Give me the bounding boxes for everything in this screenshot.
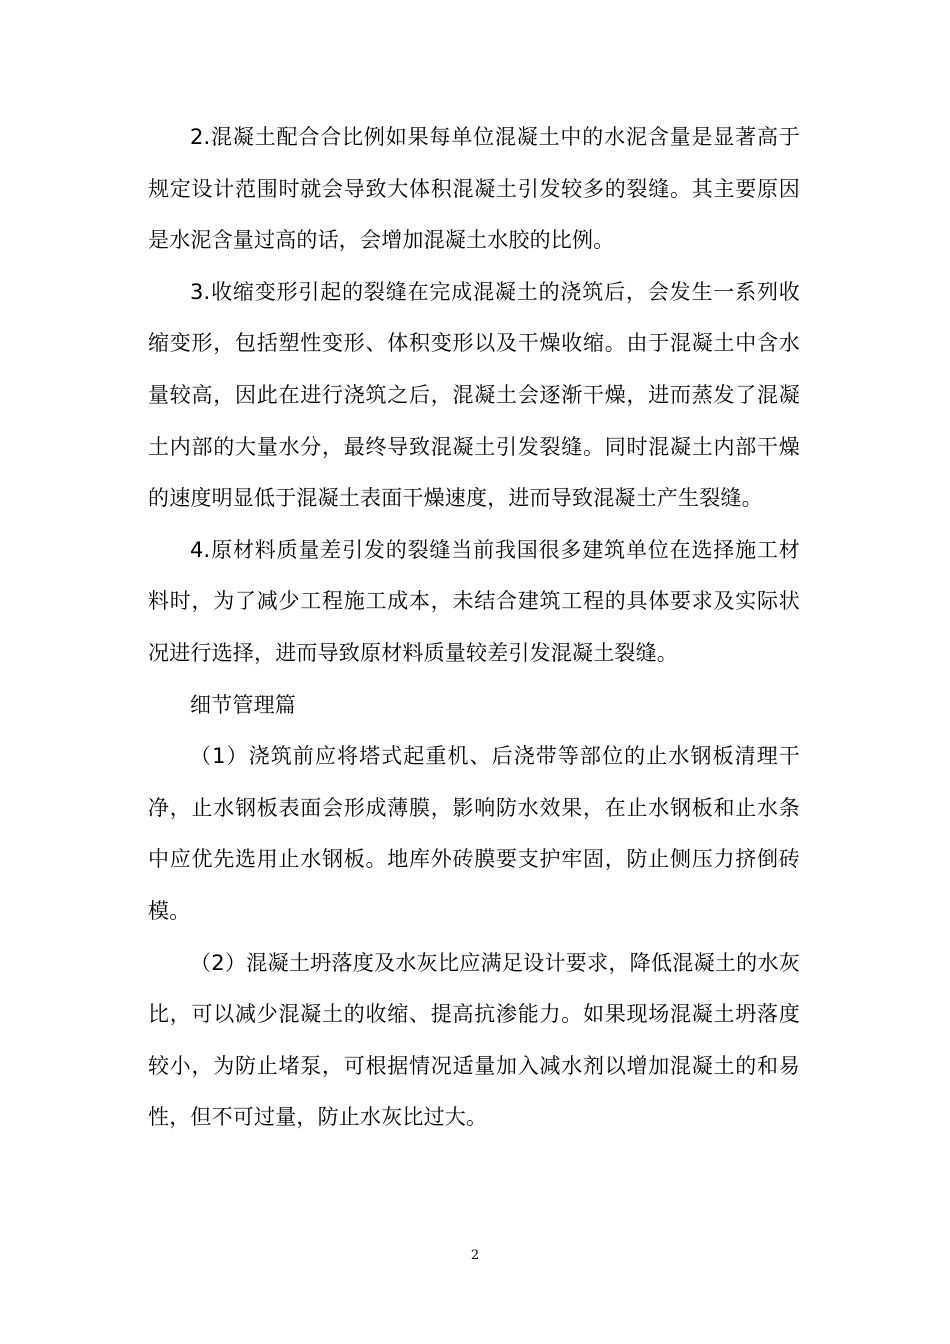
paragraph-item-2: （2）混凝土坍落度及水灰比应满足设计要求，降低混凝土的水灰比，可以减少混凝土的收缩、提高抗渗能力。如果现场混凝土坍落度较小，为防止堵泵，可根据情况适量加入减水剂以增加混凝土的和易性，但不可过量，防止水灰比过大。: [148, 950, 800, 1130]
page-number: 2: [470, 1248, 480, 1263]
paragraph-shrinkage: 3.收缩变形引起的裂缝在完成混凝土的浇筑后，会发生一系列收缩变形，包括塑性变形、体积变形以及干燥收缩。由于混凝土中含水量较高，因此在进行浇筑之后，混凝土会逐渐干燥，进而蒸发了混凝土内部的大量水分，最终导致混凝土引发裂缝。同时混凝土内部干燥的速度明显低于混凝土表面干燥速度，进而导致混凝土产生裂缝。: [148, 279, 800, 511]
paragraph-raw-material: 4.原材料质量差引发的裂缝当前我国很多建筑单位在选择施工材料时，为了减少工程施工成本，未结合建筑工程的具体要求及实际状况进行选择，进而导致原材料质量较差引发混凝土裂缝。: [148, 537, 800, 665]
section-heading-detail-management: 细节管理篇: [190, 692, 296, 717]
paragraph-item-1: （1）浇筑前应将塔式起重机、后浇带等部位的止水钢板清理干净，止水钢板表面会形成薄膜，影响防水效果，在止水钢板和止水条中应优先选用止水钢板。地库外砖膜要支护牢固，防止侧压力挤倒砖模。: [148, 744, 800, 923]
paragraph-mix-ratio: 2.混凝土配合合比例如果每单位混凝土中的水泥含量是显著高于规定设计范围时就会导致大体积混凝土引发较多的裂缝。其主要原因是水泥含量过高的话，会增加混凝土水胶的比例。: [148, 125, 800, 253]
document-body: [148, 112, 800, 1144]
